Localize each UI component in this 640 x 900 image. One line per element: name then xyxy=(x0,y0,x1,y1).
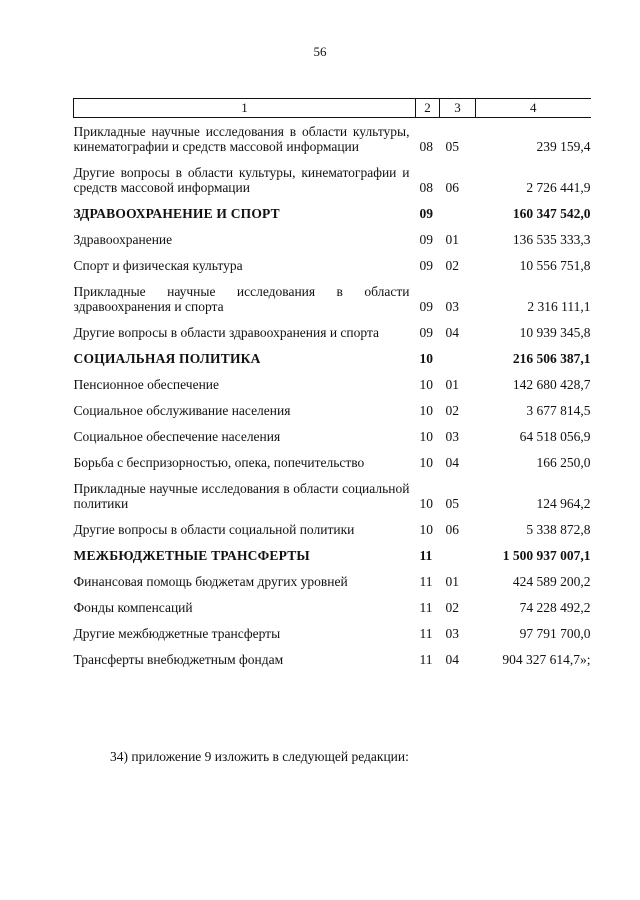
row-name: Другие вопросы в области социальной политики xyxy=(73,522,355,537)
row-amount: 64 518 056,9 xyxy=(519,429,591,444)
row-amount: 142 680 428,7 xyxy=(512,377,591,392)
row-subsection-code: 06 xyxy=(445,522,459,537)
row-section-code: 09 xyxy=(419,232,433,247)
row-section-code: 11 xyxy=(419,626,433,641)
row-amount: 160 347 542,0 xyxy=(512,206,591,221)
row-amount: 904 327 614,7»; xyxy=(502,652,591,667)
table-row xyxy=(74,154,591,195)
row-section-code: 10 xyxy=(419,429,433,444)
row-subsection-code: 03 xyxy=(445,429,459,444)
row-section-code: 11 xyxy=(419,600,433,615)
row-name: Другие межбюджетные трансферты xyxy=(73,626,281,641)
row-subsection-code xyxy=(440,340,476,366)
row-amount: 239 159,4 xyxy=(536,139,591,154)
row-section-code: 10 xyxy=(419,496,433,511)
row-subsection-code: 02 xyxy=(445,258,459,273)
table-row xyxy=(74,221,591,247)
row-name: Прикладные научные исследования в области культуры, кинематографии и средств массовой информации xyxy=(73,124,410,154)
row-name: Борьба с беспризорностью, опека, попечительство xyxy=(73,455,365,470)
table-row xyxy=(74,444,591,470)
row-amount: 1 500 937 007,1 xyxy=(502,548,591,563)
table-section-row xyxy=(74,340,591,366)
row-amount: 2 726 441,9 xyxy=(526,180,591,195)
row-name: МЕЖБЮДЖЕТНЫЕ ТРАНСФЕРТЫ xyxy=(73,548,310,563)
row-name: Социальное обслуживание населения xyxy=(73,403,291,418)
row-name: Другие вопросы в области культуры, кинематографии и средств массовой информации xyxy=(73,165,410,195)
table-row xyxy=(74,511,591,537)
table-row xyxy=(74,589,591,615)
row-subsection-code: 05 xyxy=(445,139,459,154)
row-subsection-code: 05 xyxy=(445,496,459,511)
row-section-code: 09 xyxy=(419,258,433,273)
row-name: Другие вопросы в области здравоохранения и спорта xyxy=(73,325,380,340)
row-section-code: 10 xyxy=(419,351,433,366)
row-amount: 216 506 387,1 xyxy=(512,351,591,366)
row-subsection-code: 01 xyxy=(445,574,459,589)
row-subsection-code xyxy=(440,537,476,563)
page-number: 56 xyxy=(313,44,327,59)
table-row xyxy=(74,392,591,418)
table-section-row xyxy=(74,195,591,221)
row-subsection-code: 04 xyxy=(445,652,459,667)
row-subsection-code: 02 xyxy=(445,403,459,418)
header-col-3: 3 xyxy=(440,99,476,118)
row-name: Фонды компенсаций xyxy=(73,600,193,615)
row-name: Финансовая помощь бюджетам других уровней xyxy=(73,574,348,589)
row-section-code: 10 xyxy=(419,403,433,418)
table-row xyxy=(74,563,591,589)
row-amount: 424 589 200,2 xyxy=(512,574,591,589)
row-section-code: 10 xyxy=(419,455,433,470)
row-name: Здравоохранение xyxy=(73,232,173,247)
table-header-row xyxy=(74,99,591,118)
row-amount: 124 964,2 xyxy=(536,496,591,511)
table-section-row xyxy=(74,537,591,563)
row-section-code: 08 xyxy=(419,180,433,195)
row-name: Трансферты внебюджетным фондам xyxy=(73,652,284,667)
row-name: СОЦИАЛЬНАЯ ПОЛИТИКА xyxy=(73,351,261,366)
header-col-1: 1 xyxy=(74,99,416,118)
row-subsection-code: 03 xyxy=(445,299,459,314)
table-row xyxy=(74,118,591,155)
row-subsection-code: 01 xyxy=(445,232,459,247)
row-subsection-code: 02 xyxy=(445,600,459,615)
row-section-code: 11 xyxy=(419,548,433,563)
row-amount: 5 338 872,8 xyxy=(526,522,591,537)
table-row xyxy=(74,247,591,273)
row-amount: 97 791 700,0 xyxy=(519,626,591,641)
row-subsection-code: 04 xyxy=(445,325,459,340)
row-subsection-code: 04 xyxy=(445,455,459,470)
row-name: Спорт и физическая культура xyxy=(73,258,243,273)
row-subsection-code xyxy=(440,195,476,221)
row-amount: 166 250,0 xyxy=(536,455,591,470)
row-section-code: 11 xyxy=(419,574,433,589)
row-amount: 136 535 333,3 xyxy=(512,232,591,247)
row-name: Пенсионное обеспечение xyxy=(73,377,220,392)
table-row xyxy=(74,470,591,511)
row-section-code: 09 xyxy=(419,325,433,340)
row-section-code: 10 xyxy=(419,377,433,392)
budget-table xyxy=(73,98,591,667)
table-row xyxy=(74,641,591,667)
amendment-note: 34) приложение 9 изложить в следующей редакции: xyxy=(110,749,409,764)
row-section-code: 09 xyxy=(419,206,433,221)
row-section-code: 11 xyxy=(419,652,433,667)
row-subsection-code: 06 xyxy=(445,180,459,195)
row-section-code: 10 xyxy=(419,522,433,537)
row-subsection-code: 01 xyxy=(445,377,459,392)
header-col-4: 4 xyxy=(476,99,591,118)
row-name: ЗДРАВООХРАНЕНИЕ И СПОРТ xyxy=(73,206,280,221)
row-name: Прикладные научные исследования в области здравоохранения и спорта xyxy=(73,284,410,314)
row-amount: 3 677 814,5 xyxy=(526,403,591,418)
table-row xyxy=(74,273,591,314)
table-row xyxy=(74,615,591,641)
table-body xyxy=(74,118,591,668)
row-section-code: 08 xyxy=(419,139,433,154)
row-section-code: 09 xyxy=(419,299,433,314)
header-col-2: 2 xyxy=(416,99,440,118)
row-name: Прикладные научные исследования в области социальной политики xyxy=(73,481,410,511)
row-amount: 10 556 751,8 xyxy=(519,258,591,273)
row-amount: 10 939 345,8 xyxy=(519,325,591,340)
row-name: Социальное обеспечение населения xyxy=(73,429,281,444)
row-amount: 74 228 492,2 xyxy=(519,600,591,615)
table-row xyxy=(74,314,591,340)
row-amount: 2 316 111,1 xyxy=(527,299,591,314)
row-subsection-code: 03 xyxy=(445,626,459,641)
table-row xyxy=(74,418,591,444)
table-row xyxy=(74,366,591,392)
